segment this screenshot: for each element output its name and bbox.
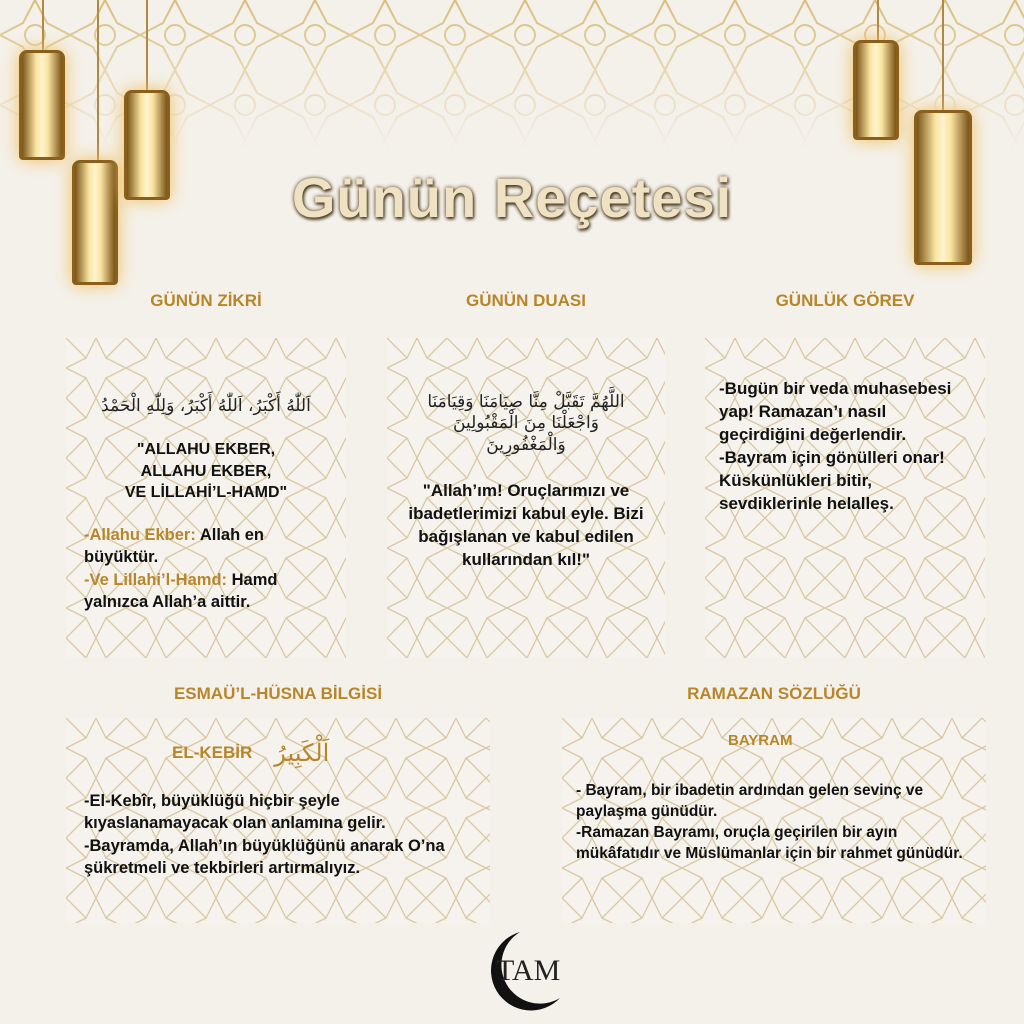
lantern-icon [19, 50, 65, 160]
lantern-icon [853, 40, 899, 140]
dua-arabic: اللَّهُمَّ تَقَبَّلْ مِنَّا صِيَامَنَا وَقِيَامَنَا وَاجْعَلْنَا مِنَ الْمَقْبُولِينَ وَالْمَغْفُورِينَ [427, 392, 625, 455]
zikir-item: -Allahu Ekber: Allah en büyüktür. [84, 526, 265, 567]
sozluk-card [562, 718, 986, 923]
zikir-latin-line: "ALLAHU EKBER, [136, 441, 276, 459]
esma-arabic: اَلْكَبِيرُ [274, 739, 330, 767]
esma-heading: ESMAÜ’L-HÜSNA BİLGİSİ [173, 684, 383, 703]
tam-logo [482, 928, 572, 1014]
esma-item: -Bayramda, Allah’ın büyüklüğünü anarak O’na şükretmeli ve tekbirleri artırmalıyız. [84, 836, 445, 877]
logo-text: TAM [496, 954, 561, 987]
gorev-card [705, 338, 985, 658]
gorev-item: -Bugün bir veda muhasebesi yap! Ramazan’ı nasıl geçirdiğini değerlendir. [719, 379, 952, 444]
dua-heading: GÜNÜN DUASI [466, 291, 586, 310]
page-title: Günün Reçetesi [291, 166, 733, 229]
sozluk-heading: RAMAZAN SÖZLÜĞÜ [687, 684, 861, 703]
zikir-heading: GÜNÜN ZİKRİ [150, 291, 262, 310]
zikir-latin-line: VE LİLLAHİ’L-HAMD" [124, 484, 288, 502]
gorev-heading: GÜNLÜK GÖREV [775, 291, 915, 310]
sozluk-term: BAYRAM [728, 732, 793, 749]
dua-card [387, 338, 665, 658]
sozluk-item: - Bayram, bir ibadetin ardından gelen sevinç ve paylaşma günüdür. [576, 782, 924, 820]
esma-item: -El-Kebîr, büyüklüğü hiçbir şeyle kıyaslanamayacak olan anlamına gelir. [84, 792, 386, 833]
esma-card [66, 718, 490, 923]
sozluk-item: -Ramazan Bayramı, oruçla geçirilen bir ayın mükâfatıdır ve Müslümanlar için bir rahmet günüdür. [576, 823, 963, 862]
zikir-card [66, 338, 346, 658]
zikir-arabic: اَللّٰهُ أَكْبَرُ، اَللّٰهُ أَكْبَرُ، وَلِلّٰهِ الْحَمْدُ [101, 396, 311, 416]
esma-name: EL-KEBİR [172, 743, 253, 762]
zikir-latin-line: ALLAHU EKBER, [140, 462, 272, 480]
zikir-item: -Ve Lillahi’l-Hamd: Hamd yalnızca Allah’a aittir. [84, 570, 278, 611]
dua-meaning: "Allah’ım! Oruçlarımızı ve ibadetlerimizi kabul eyle. Bizi bağışlanan ve kabul edilen kullarından kıl!" [408, 480, 644, 569]
gorev-item: -Bayram için gönülleri onar! Küskünlükleri bitir, sevdiklerinle helalleş. [719, 447, 945, 513]
